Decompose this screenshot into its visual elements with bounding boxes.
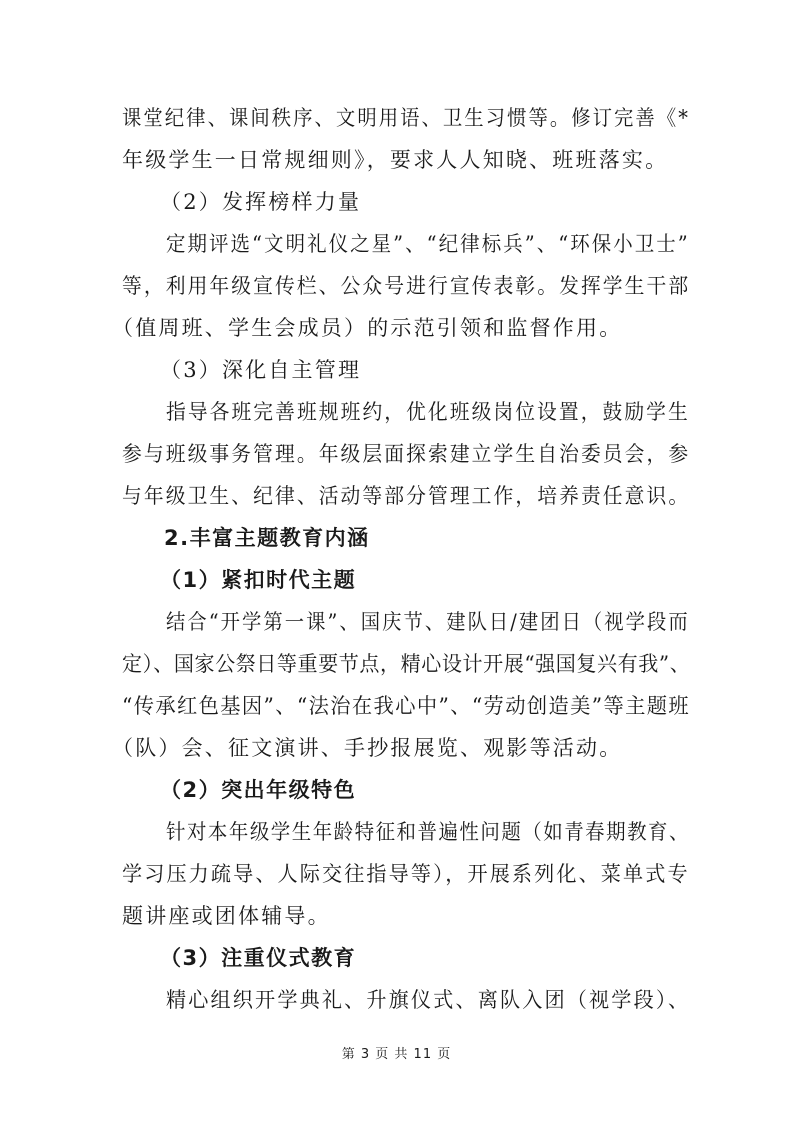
subheading: （2）突出年级特色 (160, 778, 357, 802)
body-text-line: 参与班级事务管理。年级层面探索建立学生自治委员会，参 (122, 442, 691, 466)
body-text-line: 题讲座或团体辅导。 (122, 904, 331, 928)
body-text-line: 年级学生一日常规细则》，要求人人知晓、班班落实。 (122, 148, 669, 172)
body-text-line: 定期评选“文明礼仪之星”、“纪律标兵”、“环保小卫士” (166, 232, 690, 256)
body-text-line: 学习压力疏导、人际交往指导等），开展系列化、菜单式专 (122, 862, 690, 886)
body-text-line: 精心组织开学典礼、升旗仪式、离队入团（视学段）、 (166, 988, 691, 1012)
subheading: （1）紧扣时代主题 (160, 568, 357, 592)
body-text-line: “传承红色基因”、“法治在我心中”、“劳动创造美”等主题班 (122, 694, 691, 718)
subheading: （3）深化自主管理 (160, 358, 362, 382)
section-heading: 2.丰富主题教育内涵 (164, 526, 370, 550)
page-number-footer: 第 3 页 共 11 页 (341, 1047, 452, 1062)
body-text-line: （队）会、征文演讲、手抄报展览、观影等活动。 (112, 736, 623, 760)
body-text-line: 针对本年级学生年龄特征和普遍性问题（如青春期教育、 (166, 820, 690, 844)
body-text-line: 定）、国家公祭日等重要节点，精心设计开展“强国复兴有我”、 (122, 652, 691, 676)
body-text-line: 等，利用年级宣传栏、公众号进行宣传表彰。发挥学生干部 (122, 274, 691, 298)
subheading: （2）发挥榜样力量 (160, 190, 362, 214)
body-text-line: （值周班、学生会成员）的示范引领和监督作用。 (112, 316, 623, 340)
subheading: （3）注重仪式教育 (160, 946, 357, 970)
body-text-line: 与年级卫生、纪律、活动等部分管理工作，培养责任意识。 (122, 484, 691, 508)
body-text-line: 结合“开学第一课”、国庆节、建队日/建团日（视学段而 (166, 610, 690, 634)
body-text-line: 课堂纪律、课间秩序、文明用语、卫生习惯等。修订完善《* (122, 106, 690, 130)
body-text-line: 指导各班完善班规班约，优化班级岗位设置，鼓励学生 (166, 400, 690, 424)
